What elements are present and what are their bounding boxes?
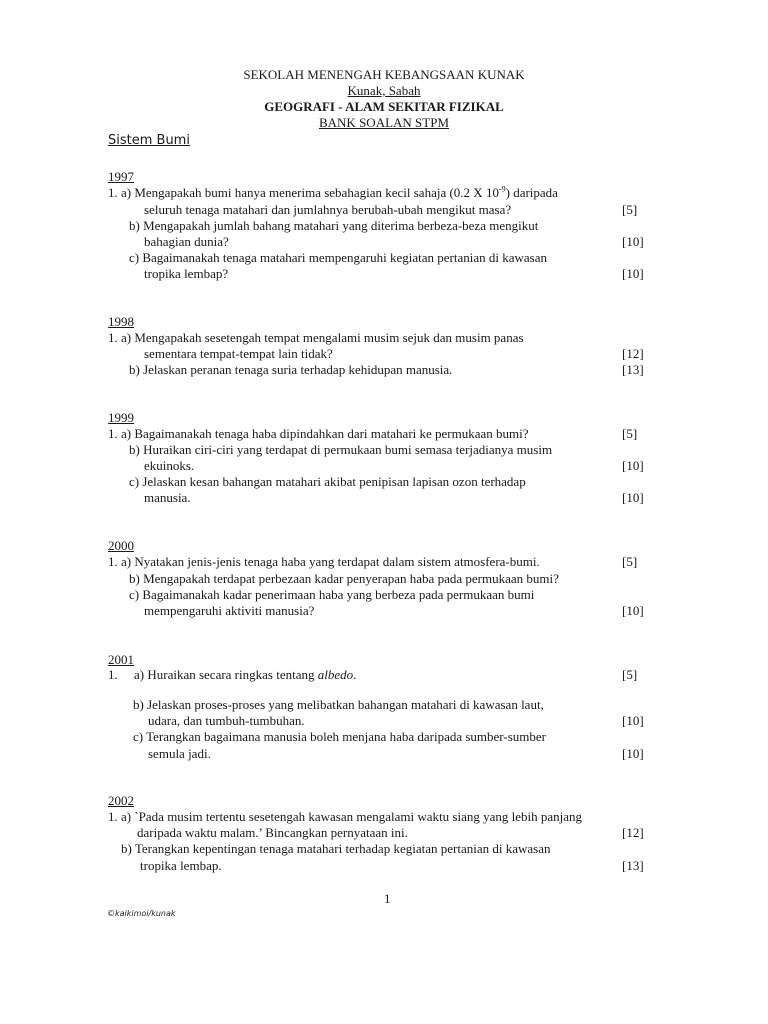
question-line: mempengaruhi aktiviti manusia? — [144, 603, 315, 618]
question-line: b) Jelaskan proses-proses yang melibatkan bahangan matahari di kawasan laut, — [133, 697, 544, 712]
question-line: b) Mengapakah terdapat perbezaan kadar penyerapan haba pada permukaan bumi? — [129, 571, 559, 586]
marks: [10] — [622, 234, 644, 249]
page-number: 1 — [384, 891, 391, 906]
question-line: b) Huraikan ciri-ciri yang terdapat di permukaan bumi semasa terjadianya musim — [129, 442, 553, 457]
question-line: b) Jelaskan peranan tenaga suria terhadap kehidupan manusia. — [129, 362, 453, 377]
question-line: 1. a) Bagaimanakah tenaga haba dipindahkan dari matahari ke permukaan bumi? — [108, 426, 529, 441]
marks: [5] — [622, 202, 638, 217]
question-line: c) Bagaimanakah tenaga matahari mempengaruhi kegiatan pertanian di kawasan — [129, 250, 547, 265]
question-line: 1. a) Mengapakah bumi hanya menerima sebahagian kecil sahaja (0.2 X $10^{-9}$) daripada — [108, 184, 558, 200]
question-line: b) Mengapakah jumlah bahang matahari yang diterima berbeza-beza mengikut — [129, 218, 539, 233]
question-line: daripada waktu malam.’ Bincangkan pernyataan ini. — [137, 825, 408, 840]
question-line: ekuinoks. — [144, 458, 195, 473]
question-line: 1. a) `Pada musim tertentu sesetengah kawasan mengalami waktu siang yang lebih panjang — [108, 809, 582, 824]
marks: [10] — [622, 713, 644, 728]
question-line: 1. a) Huraikan secara ringkas tentang albedo. — [108, 667, 357, 682]
marks: [5] — [622, 554, 638, 569]
year-heading: 1997 — [108, 169, 134, 184]
year-heading: 2002 — [108, 793, 134, 808]
question-line: manusia. — [144, 490, 191, 505]
marks: [13] — [622, 858, 644, 873]
footer-credit: ©kaikimoi/kunak — [107, 909, 176, 918]
question-line: b) Terangkan kepentingan tenaga matahari terhadap kegiatan pertanian di kawasan — [121, 841, 551, 856]
marks: [10] — [622, 603, 644, 618]
marks: [5] — [622, 426, 638, 441]
school-name: SEKOLAH MENENGAH KEBANGSAAN KUNAK — [243, 67, 525, 82]
question-line: tropika lembap? — [144, 266, 229, 281]
question-line: sementara tempat-tempat lain tidak? — [144, 346, 333, 361]
section-title: Sistem Bumi — [108, 133, 190, 148]
question-line: 1. a) Nyatakan jenis-jenis tenaga haba yang terdapat dalam sistem atmosfera-bumi. — [108, 554, 540, 569]
year-heading: 2001 — [108, 652, 134, 667]
marks: [5] — [622, 667, 638, 682]
question-line: seluruh tenaga matahari dan jumlahnya berubah-ubah mengikut masa? — [144, 202, 512, 217]
year-heading: 1998 — [108, 314, 134, 329]
question-line: c) Jelaskan kesan bahangan matahari akibat penipisan lapisan ozon terhadap — [129, 474, 526, 489]
year-heading: 1999 — [108, 410, 134, 425]
year-heading: 2000 — [108, 538, 134, 553]
marks: [10] — [622, 266, 644, 281]
question-line: udara, dan tumbuh-tumbuhan. — [148, 713, 305, 728]
marks: [10] — [622, 746, 644, 761]
subject-title: GEOGRAFI - ALAM SEKITAR FIZIKAL — [264, 99, 504, 114]
bank-title: BANK SOALAN STPM — [318, 115, 450, 130]
marks: [10] — [622, 458, 644, 473]
question-line: c) Bagaimanakah kadar penerimaan haba yang berbeza pada permukaan bumi — [129, 587, 535, 602]
question-line: 1. a) Mengapakah sesetengah tempat mengalami musim sejuk dan musim panas — [108, 330, 524, 345]
question-line: c) Terangkan bagaimana manusia boleh menjana haba daripada sumber-sumber — [133, 729, 546, 744]
question-line: bahagian dunia? — [144, 234, 229, 249]
school-location: Kunak, Sabah — [347, 83, 421, 98]
question-line: semula jadi. — [148, 746, 211, 761]
marks: [10] — [622, 490, 644, 505]
question-line: tropika lembap. — [140, 858, 222, 873]
marks: [12] — [622, 825, 644, 840]
marks: [12] — [622, 346, 644, 361]
marks: [13] — [622, 362, 644, 377]
